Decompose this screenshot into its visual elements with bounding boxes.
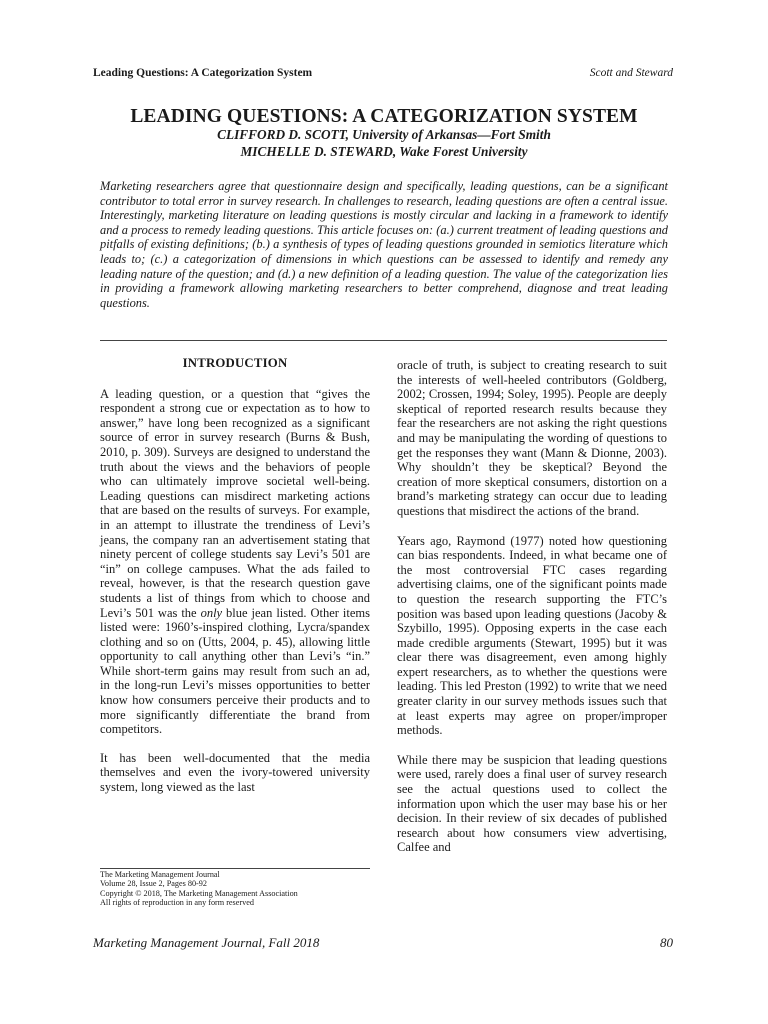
right-column (397, 358, 667, 870)
footer-journal: Marketing Management Journal, Fall 2018 (93, 935, 320, 950)
footnote-line: Volume 28, Issue 2, Pages 80-92 (100, 879, 207, 889)
abstract-divider (100, 340, 667, 341)
running-header-title: Leading Questions: A Categorization System (93, 67, 313, 79)
page-footer (93, 935, 673, 951)
footnote-line: All rights of reproduction in any form reserved (100, 898, 254, 908)
section-heading: INTRODUCTION (182, 356, 288, 370)
footnote-divider (100, 868, 370, 869)
page-number: 80 (660, 935, 673, 950)
paragraph: While there may be suspicion that leading questions were used, rarely does a final user of survey research see the actual questions used to collect the information upon which the user may base his or her decision. In their review of six decades of published research about how consumers view advertising, Calfee and (397, 752, 667, 855)
paragraph-text: A leading question, or a question that “gives the respondent a strong cue or expectation as to how to answer,” have long been recognized as a significant source of error in survey research (Burns & Bush, 2010, p. 309). Surveys are designed to understand the truth about the views and the behaviors of people who can ultimately improve societal well-being. Leading questions can misdirect marketing actions that are based on the results of surveys. For example, in an attempt to illustrate the trendiness of Levi’s jeans, the company ran an advertisement stating that ninety percent of college students say Levi’s 501 are “in” on college campuses. What the ads failed to reveal, however, is that the research question gave students a list of things from which to choose and Levi’s 501 was the (100, 386, 370, 620)
paragraph: oracle of truth, is subject to creating research to suit the interests of well-heeled contributors (Goldberg, 2002; Crossen, 1994; Soley, 1995). People are deeply skeptical of reported research results because they fear the researchers are not asking the right questions and may be manipulating the wording of questions to get the responses they want (Mann & Dionne, 2003). Why shouldn’t they be skeptical? Beyond the creation of more skeptical consumers, distortion on a brand’s marketing strategy can occur due to leading questions that misdirect the actions of the brand. (397, 358, 667, 518)
abstract: Marketing researchers agree that questionnaire design and specifically, leading questions, can be a significant contributor to total error in survey research. In challenges to research, leading questions are often a central issue. Interestingly, marketing literature on leading questions is mostly circular and lacking in a framework to identify and a process to remedy leading questions. This article focuses on: (a.) current treatment of leading questions and pitfalls of existing definitions; (b.) a synthesis of types of leading questions grounded in semiotics literature which leads to; (c.) a categorization of dimensions in which questions can be assessed to identify and remedy any leading nature of the question; and (d.) a new definition of a leading question. The value of the categorization lies in providing a framework allowing marketing researchers to better comprehend, diagnose and treat leading questions. (100, 179, 668, 310)
footnote-line: Copyright © 2018, The Marketing Management Association (100, 888, 298, 898)
running-header-authors: Scott and Steward (589, 67, 673, 79)
paragraph (100, 387, 370, 737)
emphasis-text: only (200, 605, 223, 620)
copyright-footnote (100, 870, 370, 908)
paragraph: It has been well-documented that the media themselves and even the ivory-towered university system, long viewed as the last (100, 750, 370, 795)
paragraph: Years ago, Raymond (1977) noted how questioning can bias respondents. Indeed, in what became one of the most controversial FTC cases regarding advertising claims, one of the significant points made to question the research supporting the FTC’s position was based upon leading questions (Jacoby & Szybillo, 1995). Opposing experts in the case each made credible arguments (Stewart, 1995) but it was clear there was disagreement, even among highly expert researchers, as to whether the questions were leading. This led Preston (1992) to write that we need greater clarity in our survey methods issues such that at least experts may agree on proper/improper methods. (397, 533, 667, 738)
running-header (93, 67, 673, 79)
author-line-1: CLIFFORD D. SCOTT, University of Arkansas—Fort Smith (217, 127, 551, 142)
article-title: LEADING QUESTIONS: A CATEGORIZATION SYSTEM (130, 106, 638, 127)
footnote-line: The Marketing Management Journal (100, 870, 220, 879)
left-column (100, 356, 370, 809)
author-line-2: MICHELLE D. STEWARD, Wake Forest University (240, 144, 528, 159)
paragraph-text: blue jean listed. Other items listed were: 1960’s-inspired clothing, Lycra/spandex clothing and so on (Utts, 2004, p. 45), allowing little opportunity to call anything other than Levi’s “in.” While short-term gains may result from such an ad, in the long-run Levi’s misses opportunities to better know how consumers perceive their products and to more significantly differentiate the brand from competitors. (100, 605, 370, 737)
